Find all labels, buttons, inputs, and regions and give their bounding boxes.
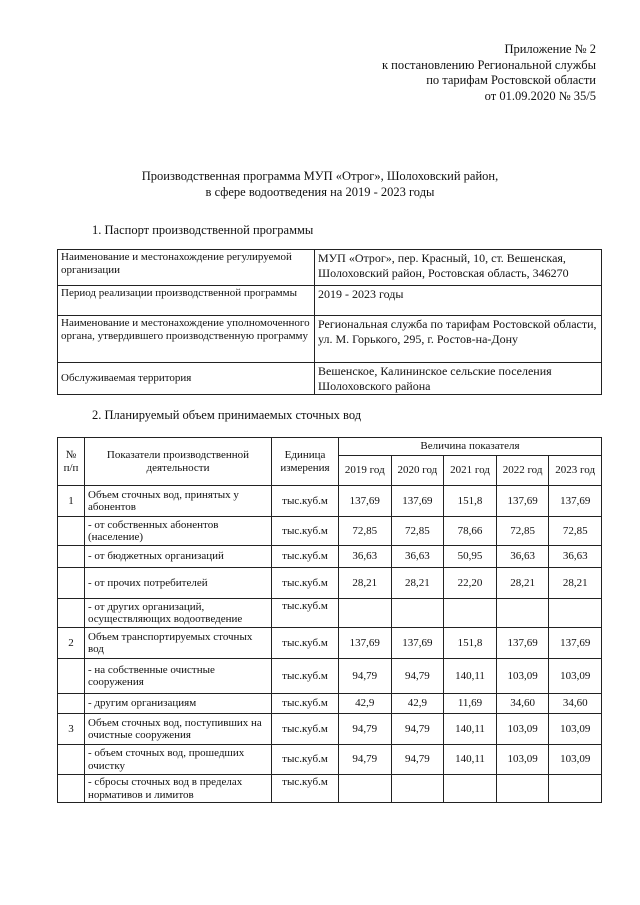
row-unit: тыс.куб.м [272,775,339,803]
row-value [444,599,497,628]
row-value: 94,79 [391,659,444,694]
row-value: 137,69 [549,486,602,517]
row-value [391,599,444,628]
row-value: 137,69 [549,628,602,659]
row-number: 3 [58,714,85,745]
row-value: 94,79 [391,745,444,775]
table-row [58,775,602,803]
row-value: 28,21 [339,568,392,599]
row-unit: тыс.куб.м [272,694,339,714]
row-value: 137,69 [496,628,549,659]
row-value: 36,63 [496,546,549,568]
table-row [58,694,602,714]
row-number [58,775,85,803]
row-indicator: Объем транспортируемых сточных вод [85,628,272,659]
row-value: 103,09 [549,714,602,745]
row-number [58,599,85,628]
table-row [58,486,602,517]
row-value: 137,69 [339,486,392,517]
table-row [58,628,602,659]
row-value: 94,79 [391,714,444,745]
volume-table [57,437,602,803]
row-value: 42,9 [339,694,392,714]
row-value: 22,20 [444,568,497,599]
passport-label: Наименование и местонахождение регулируемой организации [58,250,315,286]
header-year: 2023 год [549,456,602,486]
row-number: 1 [58,486,85,517]
row-value [549,599,602,628]
row-value: 140,11 [444,714,497,745]
row-unit: тыс.куб.м [272,599,339,628]
table-header-row [58,438,602,456]
passport-label: Обслуживаемая территория [58,363,315,395]
passport-label: Период реализации производственной программы [58,286,315,316]
row-indicator: - от других организаций, осуществляющих водоотведение [85,599,272,628]
row-value [444,775,497,803]
row-value: 72,85 [496,517,549,546]
header-value: Величина показателя [339,438,602,456]
row-value: 36,63 [391,546,444,568]
row-value [339,599,392,628]
row-indicator: - от бюджетных организаций [85,546,272,568]
row-value [391,775,444,803]
document-title [60,169,580,200]
row-indicator: - другим организациям [85,694,272,714]
passport-value: Региональная служба по тарифам Ростовской области, ул. М. Горького, 295, г. Ростов-на-Дону [315,316,602,363]
row-value [549,775,602,803]
row-value: 34,60 [496,694,549,714]
title-line: в сфере водоотведения на 2019 - 2023 годы [205,184,435,199]
appendix-line: по тарифам Ростовской области [426,73,596,87]
appendix-line: от 01.09.2020 № 35/5 [484,88,596,103]
table-body [58,486,602,803]
row-value: 28,21 [391,568,444,599]
row-unit: тыс.куб.м [272,486,339,517]
passport-row [58,363,602,395]
row-unit: тыс.куб.м [272,517,339,546]
row-value: 103,09 [496,659,549,694]
row-indicator: Объем сточных вод, поступивших на очистные сооружения [85,714,272,745]
row-value: 11,69 [444,694,497,714]
row-number [58,568,85,599]
passport-row [58,316,602,363]
header-year: 2019 год [339,456,392,486]
row-value: 137,69 [496,486,549,517]
row-number [58,659,85,694]
row-value: 28,21 [496,568,549,599]
section1-heading: 1. Паспорт производственной программы [92,223,314,237]
row-value: 103,09 [496,714,549,745]
passport-table [57,249,602,395]
table-row [58,546,602,568]
row-value: 72,85 [549,517,602,546]
row-value: 103,09 [549,745,602,775]
title-line: Производственная программа МУП «Отрог», Шолоховский район, [141,169,499,183]
passport-value: МУП «Отрог», пер. Красный, 10, ст. Вешенская, Шолоховский район, Ростовская область, 346270 [315,250,602,286]
row-number [58,745,85,775]
passport-label: Наименование и местонахождение уполномоченного органа, утвердившего производственную программу [58,316,315,363]
header-num: № п/п [58,438,85,486]
row-value: 78,66 [444,517,497,546]
header-indicator: Показатели производственной деятельности [85,438,272,486]
row-number [58,694,85,714]
table-row [58,599,602,628]
row-indicator: - от прочих потребителей [85,568,272,599]
row-unit: тыс.куб.м [272,628,339,659]
table-row [58,714,602,745]
table-row [58,745,602,775]
row-indicator: - от собственных абонентов (население) [85,517,272,546]
row-number [58,546,85,568]
appendix-header [360,42,596,104]
row-value: 36,63 [549,546,602,568]
passport-row [58,286,602,316]
row-value: 103,09 [496,745,549,775]
row-value [496,775,549,803]
row-indicator: Объем сточных вод, принятых у абонентов [85,486,272,517]
row-value: 50,95 [444,546,497,568]
table-row [58,517,602,546]
row-value [496,599,549,628]
row-unit: тыс.куб.м [272,568,339,599]
row-unit: тыс.куб.м [272,745,339,775]
passport-row [58,250,602,286]
appendix-line: Приложение № 2 [504,42,596,56]
row-indicator: - объем сточных вод, прошедших очистку [85,745,272,775]
row-value: 94,79 [339,659,392,694]
row-value: 72,85 [339,517,392,546]
appendix-line: к постановлению Региональной службы [381,57,596,72]
row-value: 34,60 [549,694,602,714]
section2-heading: 2. Планируемый объем принимаемых сточных вод [92,408,362,422]
row-unit: тыс.куб.м [272,714,339,745]
row-value: 137,69 [339,628,392,659]
header-unit: Единица измерения [272,438,339,486]
header-year: 2020 год [391,456,444,486]
row-unit: тыс.куб.м [272,546,339,568]
row-value: 28,21 [549,568,602,599]
passport-value: 2019 - 2023 годы [315,286,602,316]
row-value: 137,69 [391,486,444,517]
row-value: 140,11 [444,659,497,694]
row-value: 72,85 [391,517,444,546]
row-number [58,517,85,546]
row-number: 2 [58,628,85,659]
table-row [58,568,602,599]
row-value: 103,09 [549,659,602,694]
row-value: 140,11 [444,745,497,775]
row-value: 137,69 [391,628,444,659]
row-value: 94,79 [339,714,392,745]
row-value: 151,8 [444,486,497,517]
row-indicator: - на собственные очистные сооружения [85,659,272,694]
row-value: 36,63 [339,546,392,568]
row-value: 94,79 [339,745,392,775]
row-value [339,775,392,803]
passport-value: Вешенское, Калининское сельские поселения Шолоховского района [315,363,602,395]
row-indicator: - сбросы сточных вод в пределах нормативов и лимитов [85,775,272,803]
row-value: 42,9 [391,694,444,714]
table-row [58,659,602,694]
row-unit: тыс.куб.м [272,659,339,694]
header-year: 2022 год [496,456,549,486]
header-year: 2021 год [444,456,497,486]
row-value: 151,8 [444,628,497,659]
